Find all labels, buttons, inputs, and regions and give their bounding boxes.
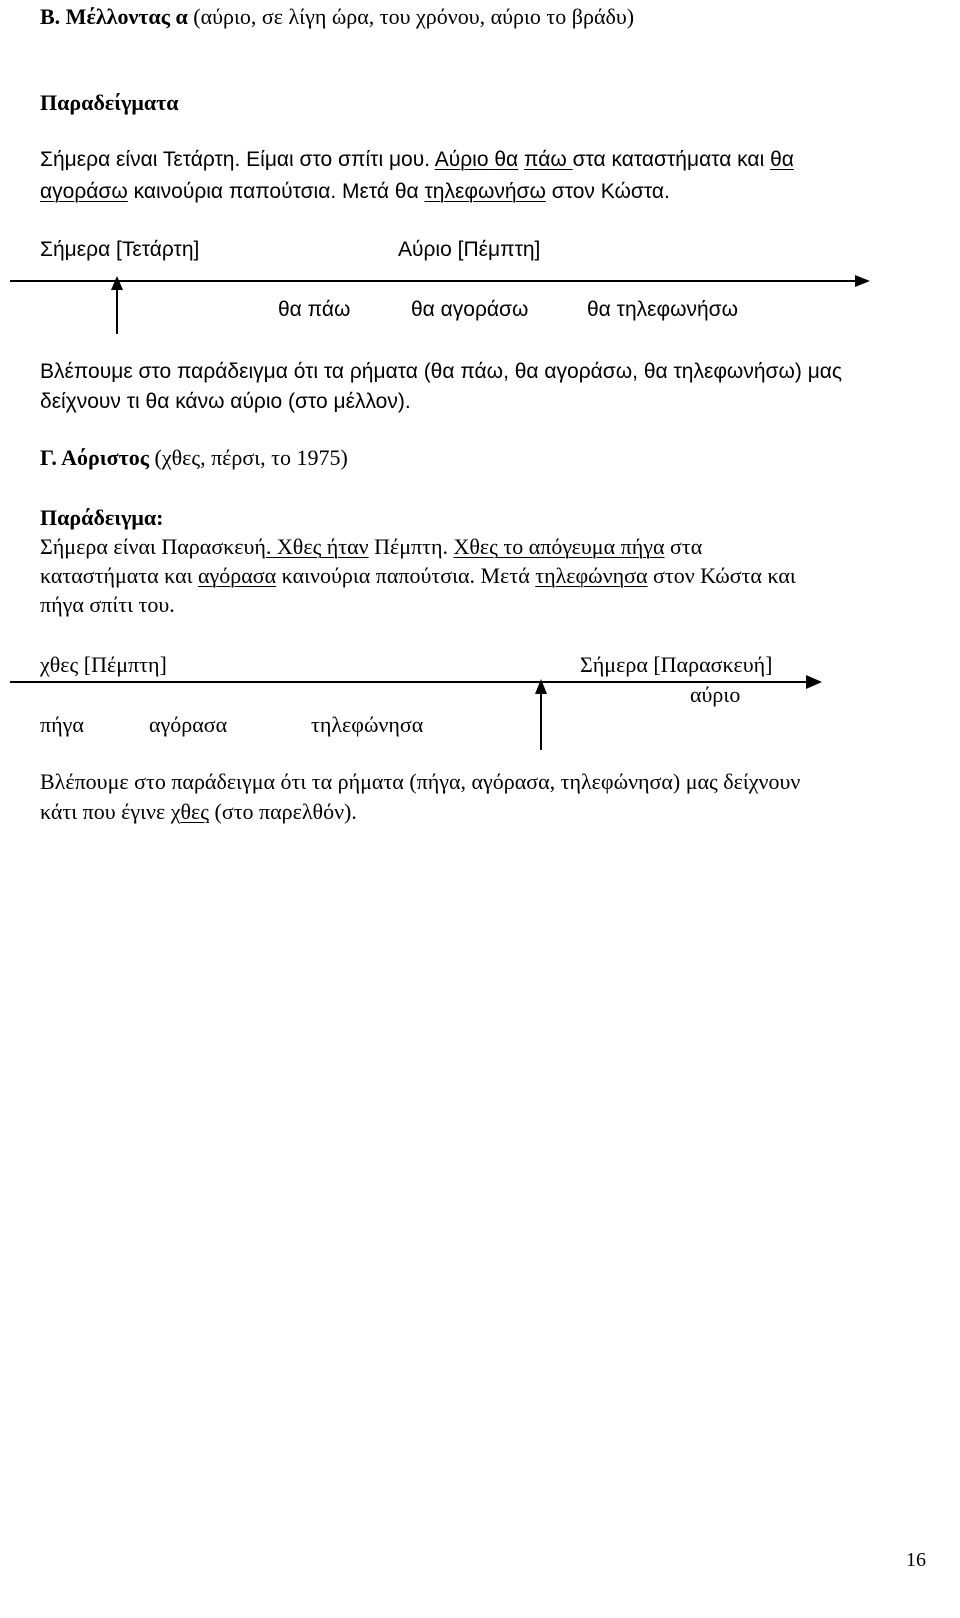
underlined-word: θα [770, 148, 794, 171]
section-b-paren: (αύριο, σε λίγη ώρα, του χρόνου, αύριο το βράδυ) [187, 4, 635, 29]
text-span: (στο παρελθόν). [209, 799, 357, 824]
text-span: στα καταστήματα και [572, 148, 771, 171]
text-span: καινούρια παπούτσια. Μετά θα [127, 180, 425, 203]
underlined-word: αγοράσω [40, 180, 128, 203]
timeline-future-right-label: Αύριο [Πέμπτη] [398, 238, 541, 261]
timeline-past-right-label: Σήμερα [Παρασκευή] [580, 652, 773, 677]
example-future-line-1 [40, 149, 794, 170]
explain-past-line-2 [40, 801, 357, 823]
text-span: στον Κώστα και [647, 563, 796, 588]
timeline-past-verb-2: αγόρασα [149, 712, 228, 737]
timeline-future-left-label: Σήμερα [Τετάρτη] [40, 238, 200, 261]
section-c-label: Γ. Αόριστος [40, 445, 149, 470]
example-heading: Παράδειγμα: [40, 505, 164, 530]
explain-past-line-1: Βλέπουμε στο παράδειγμα ότι τα ρήματα (πήγα, αγόρασα, τηλεφώνησα) μας δείχνουν [40, 769, 801, 794]
example-future-line-2 [40, 181, 670, 202]
timeline-past-diagram [0, 670, 960, 750]
section-b-heading [40, 6, 634, 28]
explain-future-line-1: Βλέπουμε στο παράδειγμα ότι τα ρήματα (θα πάω, θα αγοράσω, θα τηλεφωνήσω) μας [40, 360, 843, 383]
page-number: 16 [906, 1549, 926, 1571]
underlined-word: αγόρασα [198, 563, 277, 588]
section-b-label: Β. Μέλλοντας α [40, 4, 188, 29]
explain-future-line-2: δείχνουν τι θα κάνω αύριο (στο μέλλον). [40, 390, 411, 413]
timeline-past-left-label: χθες [Πέμπτη] [40, 652, 167, 677]
timeline-past-verb-1: πήγα [40, 712, 84, 737]
example-past-line-3: πήγα σπίτι του. [40, 592, 175, 617]
text-span: Πέμπτη. [368, 534, 454, 559]
timeline-future-verb-2: θα αγοράσω [411, 298, 529, 321]
underlined-word: Αύριο [434, 148, 495, 171]
timeline-future-today-arrowhead [111, 276, 123, 290]
text-span: καταστήματα και [40, 563, 199, 588]
timeline-future-arrowhead [855, 275, 870, 287]
example-past-line-2 [40, 565, 796, 587]
underlined-word: . Χθες ήταν [265, 534, 369, 559]
text-span: κάτι που έγινε [40, 799, 171, 824]
text-span: Σήμερα είναι Τετάρτη. Είμαι στο σπίτι μου. [40, 148, 435, 171]
text-span: καινούρια παπούτσια. Μετά [276, 563, 536, 588]
section-c-paren: (χθες, πέρσι, το 1975) [149, 445, 348, 470]
timeline-past-verb-3: τηλεφώνησα [311, 712, 424, 737]
underlined-word: θα [494, 148, 519, 171]
text-span: Σήμερα είναι Παρασκευή [40, 534, 266, 559]
underlined-word: πάω [524, 148, 573, 171]
example-past-line-1 [40, 536, 702, 558]
text-span: στα [664, 534, 703, 559]
section-c-heading [40, 447, 348, 469]
timeline-future-verb-1: θα πάω [278, 298, 351, 321]
underlined-word: χθες [170, 799, 210, 824]
underlined-word: Χθες το απόγευμα πήγα [453, 534, 665, 559]
underlined-word: τηλεφώνησα [535, 563, 648, 588]
text-span: στον Κώστα. [545, 180, 670, 203]
timeline-future-verb-3: θα τηλεφωνήσω [587, 298, 739, 321]
underlined-word: τηλεφωνήσω [424, 180, 546, 203]
timeline-past-arrowhead [806, 675, 822, 689]
timeline-past-tomorrow-label: αύριο [690, 682, 741, 707]
examples-heading: Παραδείγματα [40, 90, 179, 115]
